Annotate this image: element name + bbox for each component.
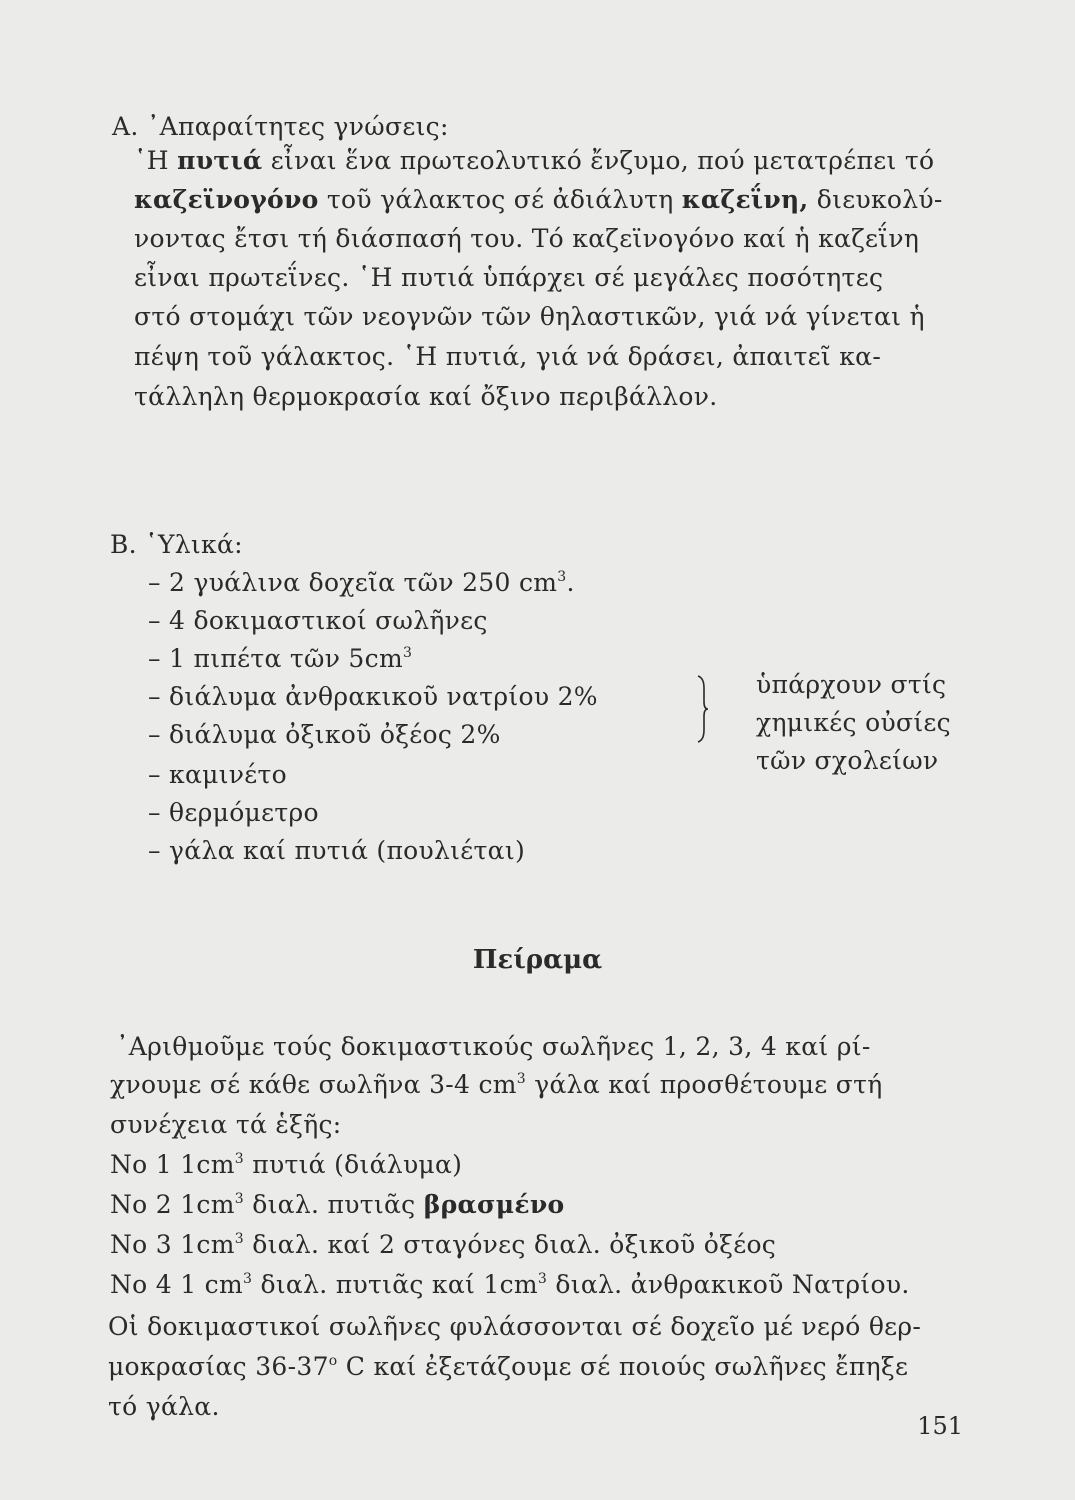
experiment-line xyxy=(110,1108,342,1142)
text-run: εἶναι ἕνα πρωτεολυτικό ἔνζυμο, πού μετατρέπει τό xyxy=(262,146,935,175)
section-a-line xyxy=(134,261,883,295)
superscript: 3 xyxy=(537,1271,548,1287)
section-a-line xyxy=(134,380,718,414)
text-run: Νο 3 1cm xyxy=(110,1230,235,1259)
experiment-line xyxy=(108,1390,220,1424)
page-number: 151 xyxy=(917,1412,963,1440)
text-run: Νο 4 1 cm xyxy=(110,1270,243,1299)
superscript: ο xyxy=(328,1353,338,1369)
text-run: τοῦ γάλακτος σέ ἀδιάλυτη xyxy=(318,185,682,214)
text-run: – διάλυμα ἀνθρακικοῦ νατρίου 2% xyxy=(148,682,598,711)
section-b-title: Β. ῾Υλικά: xyxy=(110,530,243,559)
text-run: . xyxy=(566,568,575,597)
text-run: πυτιά (διάλυμα) xyxy=(243,1150,463,1179)
bold-term: καζεΐνη, xyxy=(681,185,809,214)
materials-list-item xyxy=(148,680,598,714)
bold-term: καζεϊνογόνο xyxy=(134,185,319,214)
materials-list-item xyxy=(148,758,287,792)
curly-brace-icon xyxy=(694,674,710,744)
text-run: – 2 γυάλινα δοχεῖα τῶν 250 cm xyxy=(148,568,558,597)
text-run: – διάλυμα ὀξικοῦ ὀξέος 2% xyxy=(148,720,501,749)
text-run: ῾Η xyxy=(134,146,178,175)
materials-list-item xyxy=(148,642,412,676)
experiment-line xyxy=(110,1228,776,1262)
text-run: στό στομάχι τῶν νεογνῶν τῶν θηλαστικῶν, γιά νά γίνεται ἡ xyxy=(134,302,925,331)
text-run: Νο 1 1cm xyxy=(110,1150,235,1179)
bold-term: πυτιά xyxy=(177,146,263,175)
materials-list-item xyxy=(148,796,319,830)
brace-note-line: χημικές οὐσίες xyxy=(756,708,951,737)
text-run: διευκολύ- xyxy=(808,185,943,214)
superscript: 3 xyxy=(234,1231,244,1247)
brace-note-line: ὑπάρχουν στίς xyxy=(756,670,947,699)
text-run: συνέχεια τά ἑξῆς: xyxy=(110,1110,342,1139)
text-run: ᾿Αριθμοῦμε τούς δοκιμαστικούς σωλῆνες 1, 2, 3, 4 καί ρί- xyxy=(116,1032,871,1061)
superscript: 3 xyxy=(557,569,567,585)
text-run: διαλ. ἀνθρακικοῦ Νατρίου. xyxy=(547,1270,910,1299)
superscript: 3 xyxy=(243,1271,253,1287)
experiment-line xyxy=(116,1030,871,1064)
text-run: διαλ. καί 2 σταγόνες διαλ. ὀξικοῦ ὀξέος xyxy=(243,1230,777,1259)
text-run: – 1 πιπέτα τῶν 5cm xyxy=(148,644,403,673)
text-run: – θερμόμετρο xyxy=(148,798,319,827)
superscript: 3 xyxy=(402,645,413,661)
text-run: C καί ἐξετάζουμε σέ ποιούς σωλῆνες ἔπηξε xyxy=(337,1352,909,1381)
text-run: τό γάλα. xyxy=(108,1392,220,1421)
materials-list-item xyxy=(148,834,525,868)
materials-list-item xyxy=(148,718,501,752)
section-a-line xyxy=(134,300,925,334)
experiment-line xyxy=(110,1268,910,1302)
superscript: 3 xyxy=(234,1151,244,1167)
section-a-line xyxy=(134,222,919,256)
experiment-line xyxy=(110,1148,462,1182)
experiment-heading: Πείραμα xyxy=(472,945,603,975)
experiment-line xyxy=(108,1310,921,1344)
text-run: πέψη τοῦ γάλακτος. ῾Η πυτιά, γιά νά δράσει, ἀπαιτεῖ κα- xyxy=(134,342,882,371)
text-run: τάλληλη θερμοκρασία καί ὄξινο περιβάλλον. xyxy=(134,382,718,411)
experiment-line xyxy=(110,1068,883,1102)
section-a-line xyxy=(134,340,881,374)
text-run: χνουμε σέ κάθε σωλῆνα 3-4 cm xyxy=(110,1070,517,1099)
section-a-line xyxy=(134,144,934,178)
brace-note-line: τῶν σχολείων xyxy=(756,746,939,775)
superscript: 3 xyxy=(516,1071,526,1087)
text-run: – γάλα καί πυτιά (πουλιέται) xyxy=(148,836,525,865)
text-run: μοκρασίας 36-37 xyxy=(108,1352,329,1381)
text-run: εἶναι πρωτεΐνες. ῾Η πυτιά ὑπάρχει σέ μεγάλες ποσότητες xyxy=(134,263,884,292)
section-a-title: Α. ᾿Απαραίτητες γνώσεις: xyxy=(112,112,449,141)
experiment-line xyxy=(110,1188,565,1222)
text-run: Οἱ δοκιμαστικοί σωλῆνες φυλάσσονται σέ δοχεῖο μέ νερό θερ- xyxy=(108,1312,922,1341)
section-a-line xyxy=(134,183,943,217)
text-run: – 4 δοκιμαστικοί σωλῆνες xyxy=(148,606,488,635)
text-run: διαλ. πυτιᾶς καί 1cm xyxy=(252,1270,538,1299)
experiment-line xyxy=(108,1350,908,1384)
bold-term: βρασμένο xyxy=(423,1190,565,1219)
text-run: Νο 2 1cm xyxy=(110,1190,235,1219)
text-run: γάλα καί προσθέτουμε στή xyxy=(526,1070,883,1099)
text-run: νοντας ἔτσι τή διάσπασή του. Τό καζεϊνογόνο καί ἡ καζεΐνη xyxy=(134,224,920,253)
superscript: 3 xyxy=(234,1191,244,1207)
text-run: διαλ. πυτιᾶς xyxy=(243,1190,424,1219)
materials-list-item xyxy=(148,604,488,638)
materials-list-item xyxy=(148,566,575,600)
text-run: – καμινέτο xyxy=(148,760,288,789)
